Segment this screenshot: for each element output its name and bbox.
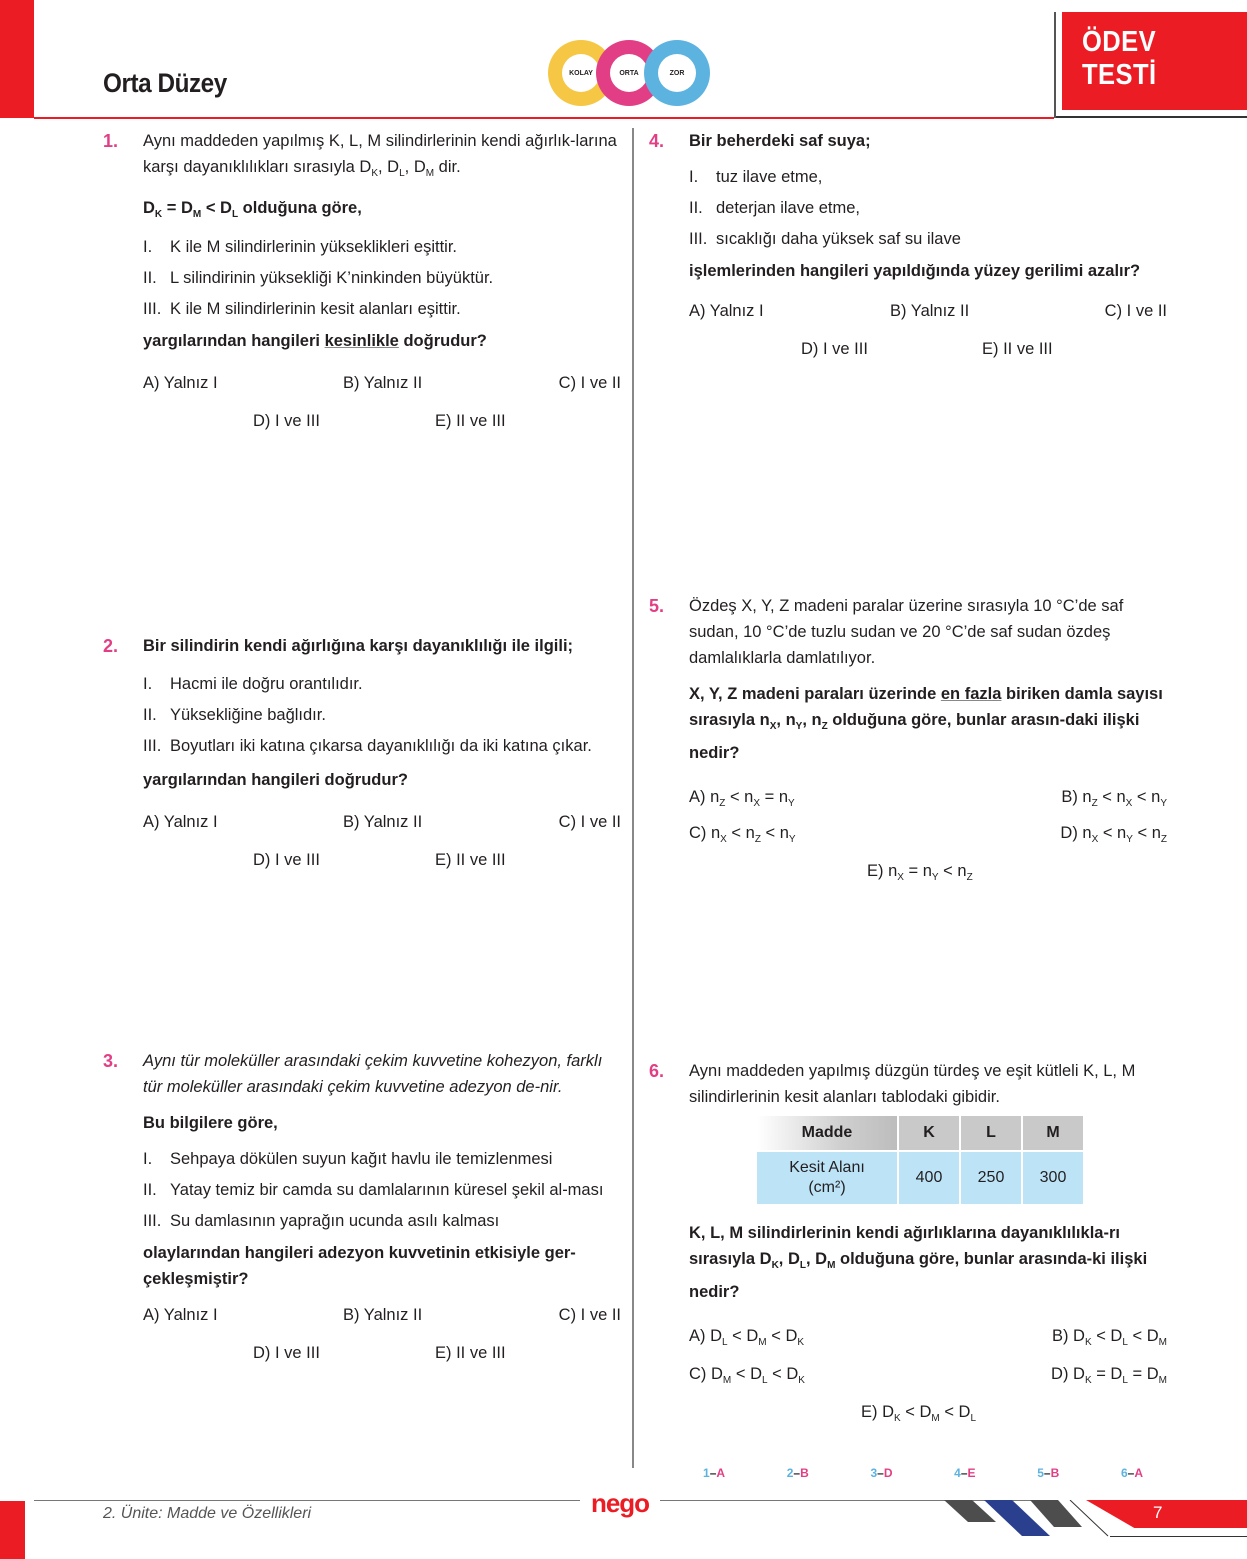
- answer-options: [689, 298, 1167, 374]
- answer-key: [703, 1466, 1143, 1482]
- question-prompt: yargılarından hangileri kesinlikle doğrudur?: [143, 332, 487, 350]
- table-header: K: [899, 1116, 959, 1150]
- table-header-row: [757, 1116, 1083, 1150]
- option-a[interactable]: A) Yalnız I: [143, 1306, 218, 1324]
- option-d[interactable]: D) I ve III: [253, 1344, 320, 1362]
- option-e[interactable]: E) II ve III: [435, 851, 506, 869]
- option-b[interactable]: B) Yalnız II: [343, 1306, 423, 1324]
- question-number: 6.: [649, 1061, 665, 1081]
- option-b[interactable]: B) Yalnız II: [343, 374, 423, 392]
- option-e[interactable]: E) II ve III: [435, 412, 506, 430]
- option-c[interactable]: C) I ve II: [558, 374, 621, 392]
- option-c[interactable]: C) I ve II: [558, 813, 621, 831]
- answer-key-item: 3–D: [870, 1466, 893, 1480]
- question-stem: Bir beherdeki saf suya;: [689, 132, 871, 150]
- option-c[interactable]: C) $n_X < n_Z < n_Y$: [689, 824, 796, 845]
- table-header: Madde: [757, 1116, 897, 1150]
- table-header: L: [961, 1116, 1021, 1150]
- unit-title: 2. Ünite: Madde ve Özellikleri: [103, 1505, 312, 1522]
- question-prompt: işlemlerinden hangileri yapıldığında yüzey gerilimi azalır?: [689, 262, 1141, 280]
- option-d[interactable]: D) $D_K = D_L = D_M$: [1051, 1365, 1167, 1386]
- option-a[interactable]: A) Yalnız I: [689, 302, 764, 320]
- question-stem: Bir silindirin kendi ağırlığına karşı dayanıklılığı ile ilgili;: [143, 637, 574, 655]
- statement-iii: III. Su damlasının yaprağın ucunda asılı kalması: [143, 1212, 500, 1230]
- option-d[interactable]: D) $n_X < n_Y < n_Z$: [1060, 824, 1167, 845]
- answer-key-item: 2–B: [786, 1466, 809, 1480]
- cross-section-table: [755, 1114, 1085, 1206]
- option-e[interactable]: E) II ve III: [982, 340, 1053, 358]
- table-header: M: [1023, 1116, 1083, 1150]
- left-red-bar: [0, 0, 34, 118]
- question-number: 5.: [649, 596, 665, 616]
- option-a[interactable]: A) $D_L < D_M < D_K$: [689, 1327, 805, 1348]
- question-number: 2.: [103, 636, 119, 656]
- badge-underline: [1056, 116, 1247, 118]
- publisher-logo: nego: [580, 1486, 660, 1520]
- row-label: Kesit Alanı (cm²): [757, 1152, 897, 1204]
- option-e[interactable]: E) $D_K < D_M < D_L$: [861, 1403, 977, 1424]
- option-d[interactable]: D) I ve III: [253, 412, 320, 430]
- answer-key-item: 6–A: [1120, 1466, 1143, 1480]
- option-a[interactable]: A) $n_Z < n_X = n_Y$: [689, 788, 795, 809]
- question-condition: $D_K = D_M < D_L$ olduğuna göre,: [143, 199, 362, 220]
- answer-options: [689, 1323, 1167, 1433]
- info-text: Aynı tür moleküller arasındaki çekim kuvvetine kohezyon, farklı tür moleküller arasındaki çekim kuvvetine adezyon de-nir.: [143, 1052, 603, 1096]
- option-d[interactable]: D) I ve III: [801, 340, 868, 358]
- table-cell: 300: [1023, 1152, 1083, 1204]
- statement-i: I. K ile M silindirlerinin yükseklikleri eşittir.: [143, 238, 457, 256]
- question-stem: Özdeş X, Y, Z madeni paralar üzerine sırasıyla 10 °C’de saf sudan, 10 °C’de tuzlu sudan ve 20 °C’de saf sudan özdeş damlalıklarla damlatılıyor.: [689, 597, 1124, 667]
- page-title: Orta Düzey: [103, 68, 227, 98]
- page-number-underline: [1110, 1536, 1247, 1537]
- option-c[interactable]: C) I ve II: [558, 1306, 621, 1324]
- statement-iii: III. Boyutları iki katına çıkarsa dayanıklılığı da iki katına çıkar.: [143, 737, 592, 755]
- question-stem: Aynı maddeden yapılmış düzgün türdeş ve eşit kütleli K, L, M silindirlerinin kesit alanları tablodaki gibidir.: [689, 1062, 1136, 1106]
- question-number: 1.: [103, 131, 119, 151]
- answer-options: [143, 809, 621, 885]
- statement-i: I. Hacmi ile doğru orantılıdır.: [143, 675, 363, 693]
- statement-i: I. Sehpaya dökülen suyun kağıt havlu ile temizlenmesi: [143, 1150, 553, 1168]
- badge-line-1: ÖDEV: [1082, 26, 1157, 58]
- option-e[interactable]: E) $n_X = n_Y < n_Z$: [867, 862, 973, 883]
- question-number: 4.: [649, 131, 665, 151]
- odev-testi-badge: [1062, 12, 1247, 110]
- question-prompt: yargılarından hangileri doğrudur?: [143, 771, 408, 789]
- table-cell: 250: [961, 1152, 1021, 1204]
- header-divider: [34, 117, 1054, 119]
- level-ring-orta: ORTA: [596, 40, 662, 106]
- answer-options: [143, 1302, 621, 1378]
- answer-options: [689, 784, 1167, 894]
- statement-ii: II. deterjan ilave etme,: [689, 199, 860, 217]
- option-b[interactable]: B) $n_Z < n_X < n_Y$: [1061, 788, 1167, 809]
- difficulty-level-logo: [548, 40, 713, 110]
- statement-iii: III. K ile M silindirlerinin kesit alanları eşittir.: [143, 300, 461, 318]
- question-stem: Aynı maddeden yapılmış K, L, M silindirlerinin kendi ağırlık-larına karşı dayanıklılıkları sırasıyla $D_K$, $D_L$, $D_M$ dir.: [143, 132, 617, 179]
- question-number: 3.: [103, 1051, 119, 1071]
- footer-divider: [34, 1500, 1034, 1501]
- option-c[interactable]: C) I ve II: [1104, 302, 1167, 320]
- option-c[interactable]: C) $D_M < D_L < D_K$: [689, 1365, 805, 1386]
- question-lead: Bu bilgilere göre,: [143, 1114, 278, 1132]
- question-prompt: olaylarından hangileri adezyon kuvvetinin etkisiyle ger-çekleşmiştir?: [143, 1244, 576, 1288]
- level-ring-zor: ZOR: [644, 40, 710, 106]
- option-a[interactable]: A) Yalnız I: [143, 374, 218, 392]
- option-b[interactable]: B) $D_K < D_L < D_M$: [1051, 1327, 1167, 1348]
- statement-iii: III. sıcaklığı daha yüksek saf su ilave: [689, 230, 961, 248]
- option-a[interactable]: A) Yalnız I: [143, 813, 218, 831]
- badge-line-2: TESTİ: [1082, 59, 1157, 91]
- statement-ii: II. L silindirinin yüksekliği K’ninkinden büyüktür.: [143, 269, 494, 287]
- question-prompt: X, Y, Z madeni paraları üzerinde en fazla biriken damla sayısı sırasıyla $n_X$, $n_Y$, $n_Z$ olduğuna göre, bunlar arasın-daki ilişki nedir?: [689, 685, 1163, 762]
- left-red-bar-bottom: [0, 1501, 25, 1559]
- question-prompt: K, L, M silindirlerinin kendi ağırlıklarına dayanıklılıkla-rı sırasıyla $D_K$, $D_L$, $D_M$ olduğuna göre, bunlar arasında-ki ilişki nedir?: [689, 1224, 1148, 1301]
- answer-key-item: 1–A: [703, 1466, 726, 1480]
- page-number: 7: [1153, 1503, 1163, 1522]
- answer-key-item: 4–E: [954, 1466, 976, 1480]
- table-cell: 400: [899, 1152, 959, 1204]
- option-e[interactable]: E) II ve III: [435, 1344, 506, 1362]
- option-b[interactable]: B) Yalnız II: [890, 302, 970, 320]
- option-d[interactable]: D) I ve III: [253, 851, 320, 869]
- answer-options: [143, 370, 621, 446]
- statement-ii: II. Yatay temiz bir camda su damlalarının küresel şekil al-ması: [143, 1181, 604, 1199]
- column-divider: [632, 128, 634, 1468]
- badge-border: [1054, 12, 1056, 118]
- table-row: [757, 1152, 1083, 1204]
- statement-i: I. tuz ilave etme,: [689, 168, 823, 186]
- answer-key-item: 5–B: [1037, 1466, 1060, 1480]
- statement-ii: II. Yüksekliğine bağlıdır.: [143, 706, 326, 724]
- level-ring-kolay: KOLAY: [548, 40, 614, 106]
- option-b[interactable]: B) Yalnız II: [343, 813, 423, 831]
